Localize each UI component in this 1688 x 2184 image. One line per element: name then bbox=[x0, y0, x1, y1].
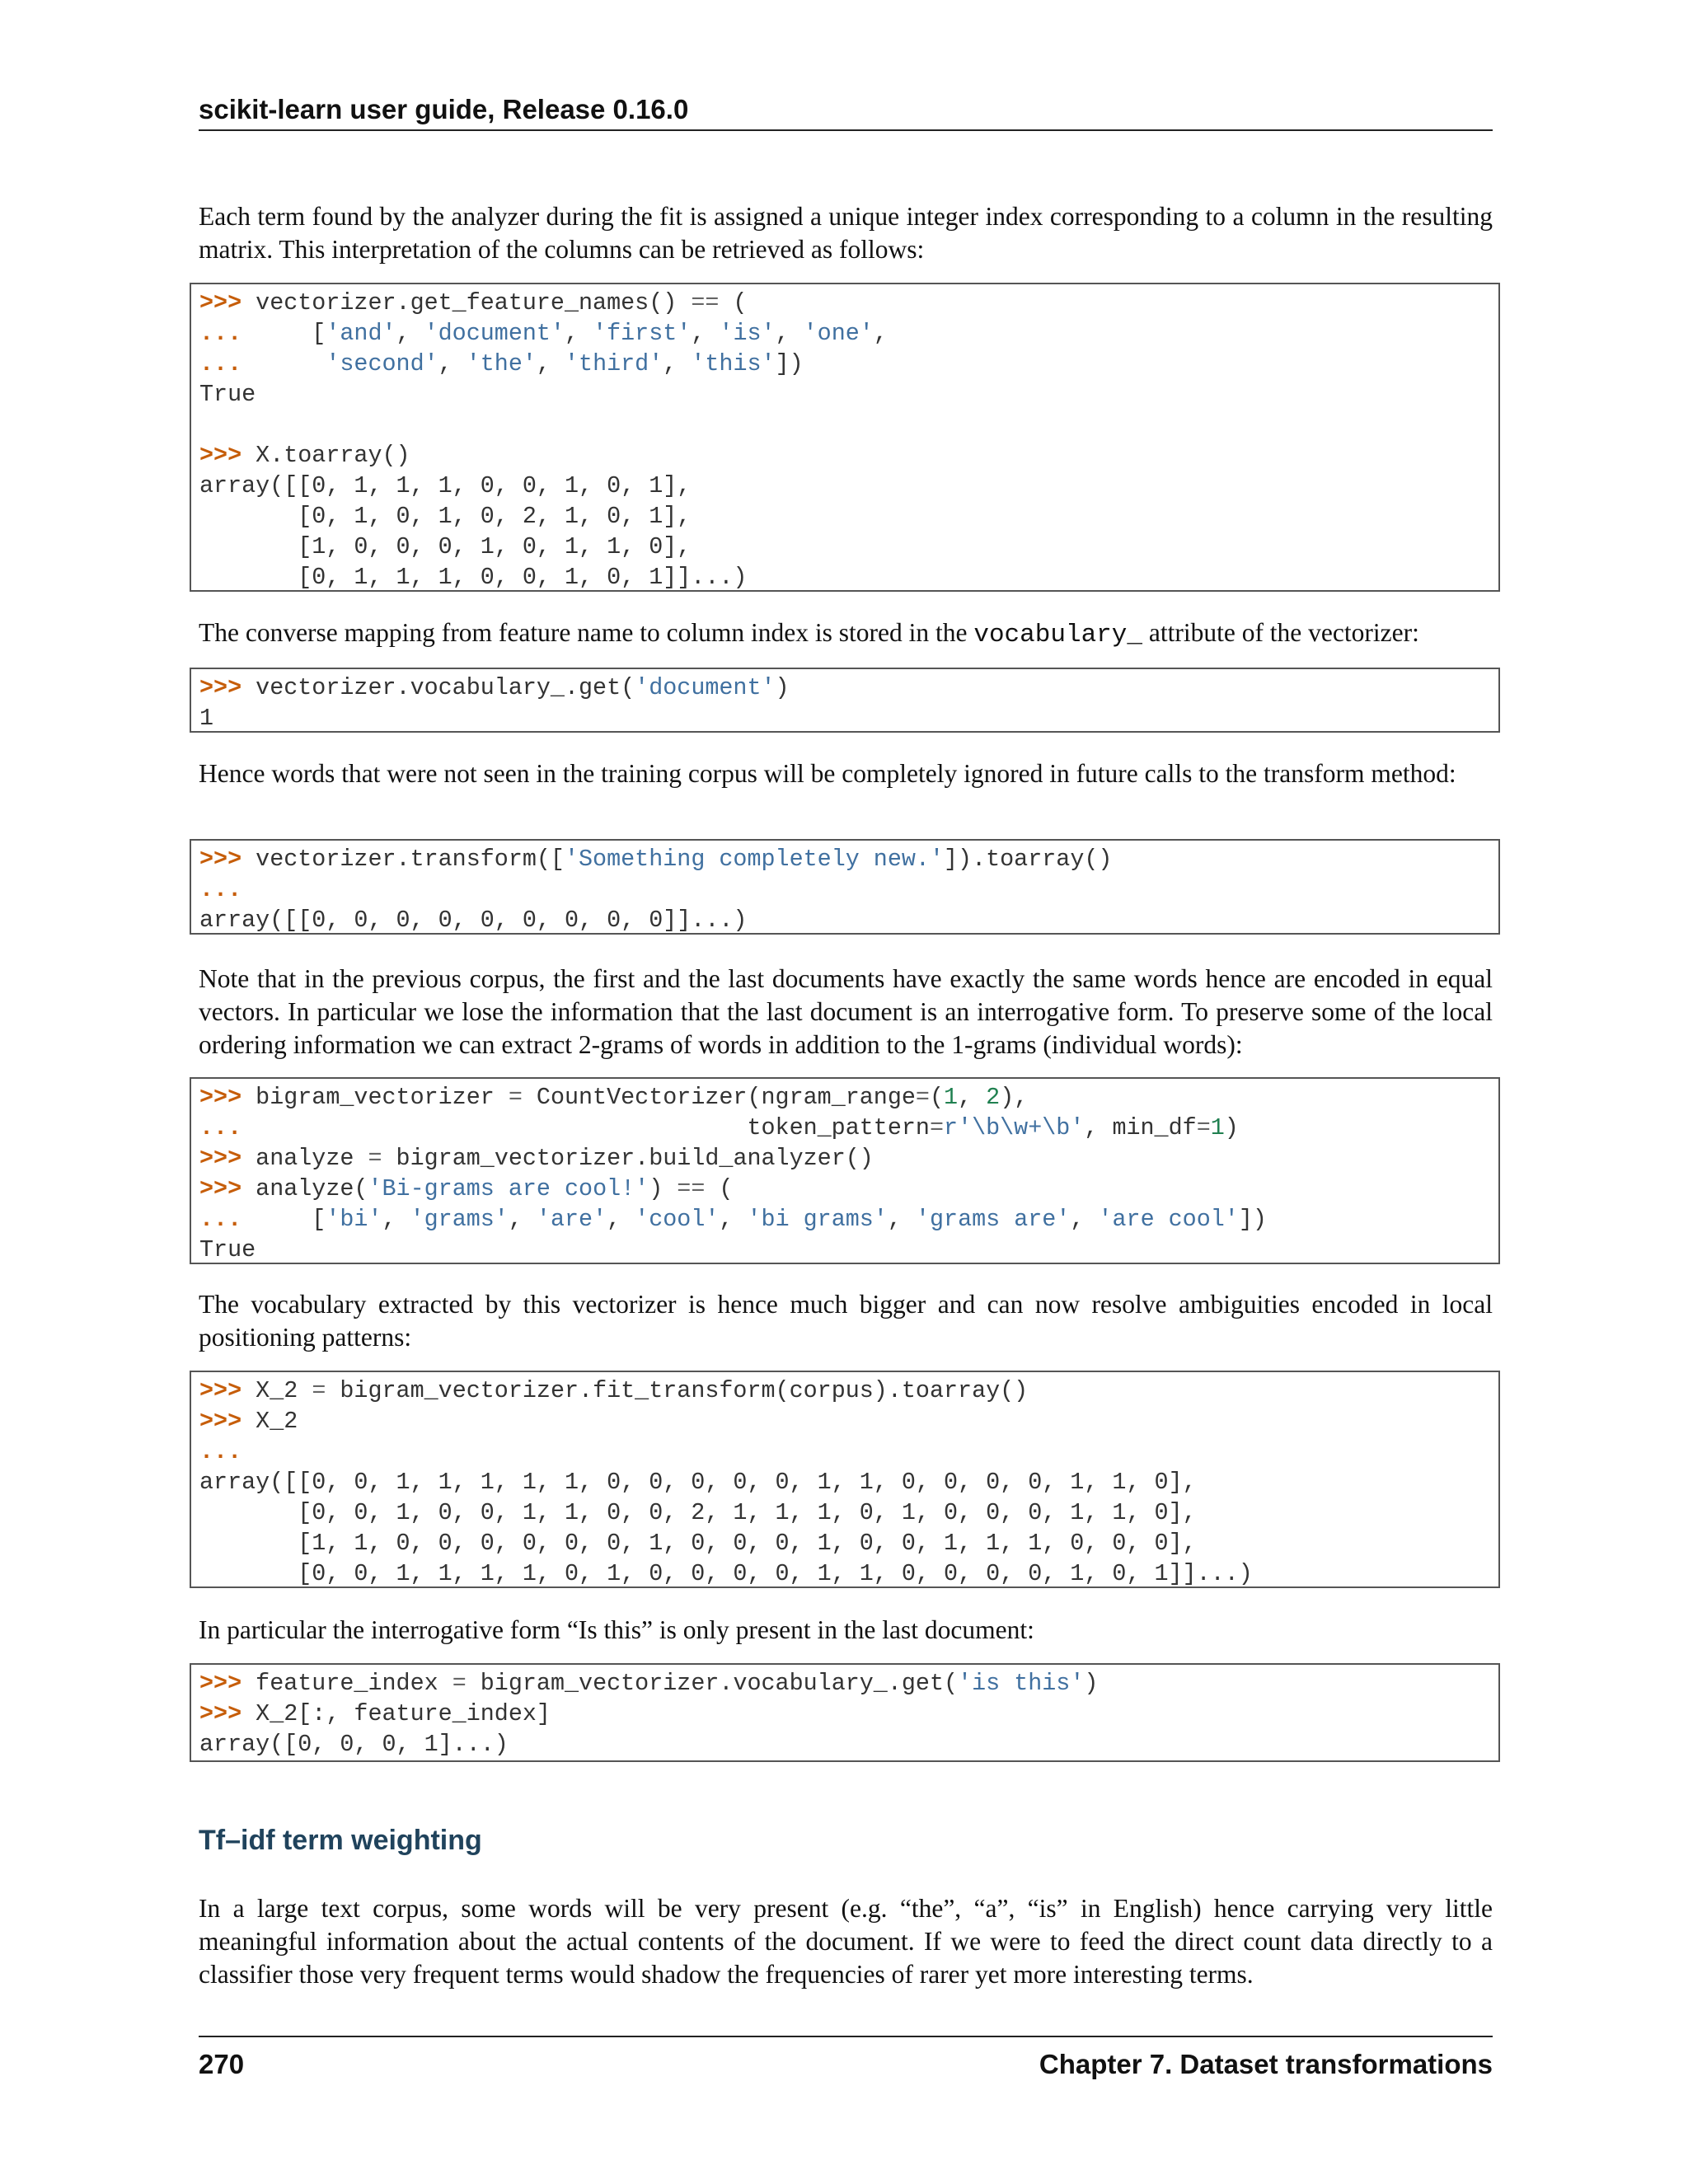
paragraph-vocabulary-bigger: The vocabulary extracted by this vectorizer is hence much bigger and can now resolve ambiguities encoded in local positioning patterns: bbox=[199, 1290, 1493, 1352]
code-text: >>> vectorizer.transform(['Something completely new.']).toarray() ... array([[0, 0, 0, 0, 0, 0, 0, 0, 0]]...) bbox=[199, 846, 1113, 934]
footer-rule bbox=[199, 2036, 1493, 2037]
code-block-bigram-vectorizer bbox=[190, 1077, 1500, 1264]
paragraph-tfidf-intro: In a large text corpus, some words will be very present (e.g. “the”, “a”, “is” in English) hence carrying very little meaningful information about the actual contents of the document. If we were to feed the direct count data directly to a classifier those very frequent terms would shadow the frequencies of rarer yet more interesting terms. bbox=[199, 1894, 1493, 1989]
chapter-title: Chapter 7. Dataset transformations bbox=[1039, 2049, 1493, 2079]
code-text: >>> vectorizer.vocabulary_.get('document') 1 bbox=[199, 674, 790, 732]
paragraph-vocabulary-mapping bbox=[199, 616, 1493, 652]
inline-code-vocabulary: vocabulary_ bbox=[973, 621, 1142, 649]
code-text: >>> feature_index = bigram_vectorizer.vocabulary_.get('is this') >>> X_2[:, feature_index] array([0, 0, 0, 1]...) bbox=[199, 1670, 1099, 1758]
running-header: scikit-learn user guide, Release 0.16.0 bbox=[199, 94, 689, 124]
paragraph-column-index: Each term found by the analyzer during the fit is assigned a unique integer index corresponding to a column in the resulting matrix. This interpretation of the columns can be retrieved as follows: bbox=[199, 202, 1493, 264]
code-block-feature-names bbox=[190, 283, 1500, 592]
paragraph-unseen-words: Hence words that were not seen in the training corpus will be completely ignored in future calls to the transform method: bbox=[199, 759, 1456, 788]
document-page bbox=[199, 0, 1493, 2184]
code-block-fit-transform bbox=[190, 1371, 1500, 1588]
code-text: >>> X_2 = bigram_vectorizer.fit_transform(corpus).toarray() >>> X_2 ... array([[0, 0, 1, 1, 1, 1, 1, 0, 0, 0, 0, 0, 1, 1, 0, 0, 0, 0, 1, 1, 0], [0, 0, 1, 0, 0, 1, 1, 0, 0, 2, 1, 1, 1, 0, 1, 0, 0, 0, 1, 1, 0], [1, 1, 0, 0, 0, 0, 0, 0, 1, 0, 0, 0, 1, 0, 0, 1, 1, 1, 0, 0, 0], [0, 0, 1, 1, 1, 1, 0, 1, 0, 0, 0, 0, 1, 1, 0, 0, 0, 0, 1, 0, 1]]...) bbox=[199, 1377, 1253, 1587]
header-rule bbox=[199, 129, 1493, 131]
code-block-feature-index bbox=[190, 1663, 1500, 1762]
paragraph-text: attribute of the vectorizer: bbox=[1142, 618, 1419, 647]
code-text: >>> bigram_vectorizer = CountVectorizer(ngram_range=(1, 2), ... token_pattern=r'\b\w+\b', min_df=1) >>> analyze = bigram_vectorizer.build_analyzer() >>> analyze('Bi-grams are cool!') == ( ... ['bi', 'grams', 'are', 'cool', 'bi grams', 'grams are', 'are cool']) True bbox=[199, 1084, 1267, 1263]
code-block-vocabulary-get bbox=[190, 668, 1500, 733]
section-heading: Tf–idf term weighting bbox=[199, 1825, 482, 1856]
paragraph-interrogative-form: In particular the interrogative form “Is this” is only present in the last document: bbox=[199, 1615, 1034, 1644]
page-number: 270 bbox=[199, 2049, 245, 2079]
paragraph-bigrams-intro: Note that in the previous corpus, the first and the last documents have exactly the same words hence are encoded in equal vectors. In particular we lose the information that the last document is an interrogative form. To preserve some of the local ordering information we can extract 2-grams of words in addition to the 1-grams (individual words): bbox=[199, 964, 1493, 1059]
code-text: >>> vectorizer.get_feature_names() == ( ... ['and', 'document', 'first', 'is', 'one', ... 'second', 'the', 'third', 'this']) True >>> X.toarray() array([[0, 1, 1, 1, 0, 0, 1, 0, 1], [0, 1, 0, 1, 0, 2, 1, 0, 1], [1, 0, 0, 0, 1, 0, 1, 1, 0], [0, 1, 1, 1, 0, 0, 1, 0, 1]]...) bbox=[199, 289, 888, 591]
code-block-transform bbox=[190, 839, 1500, 935]
paragraph-text: The converse mapping from feature name to column index is stored in the bbox=[199, 618, 974, 647]
